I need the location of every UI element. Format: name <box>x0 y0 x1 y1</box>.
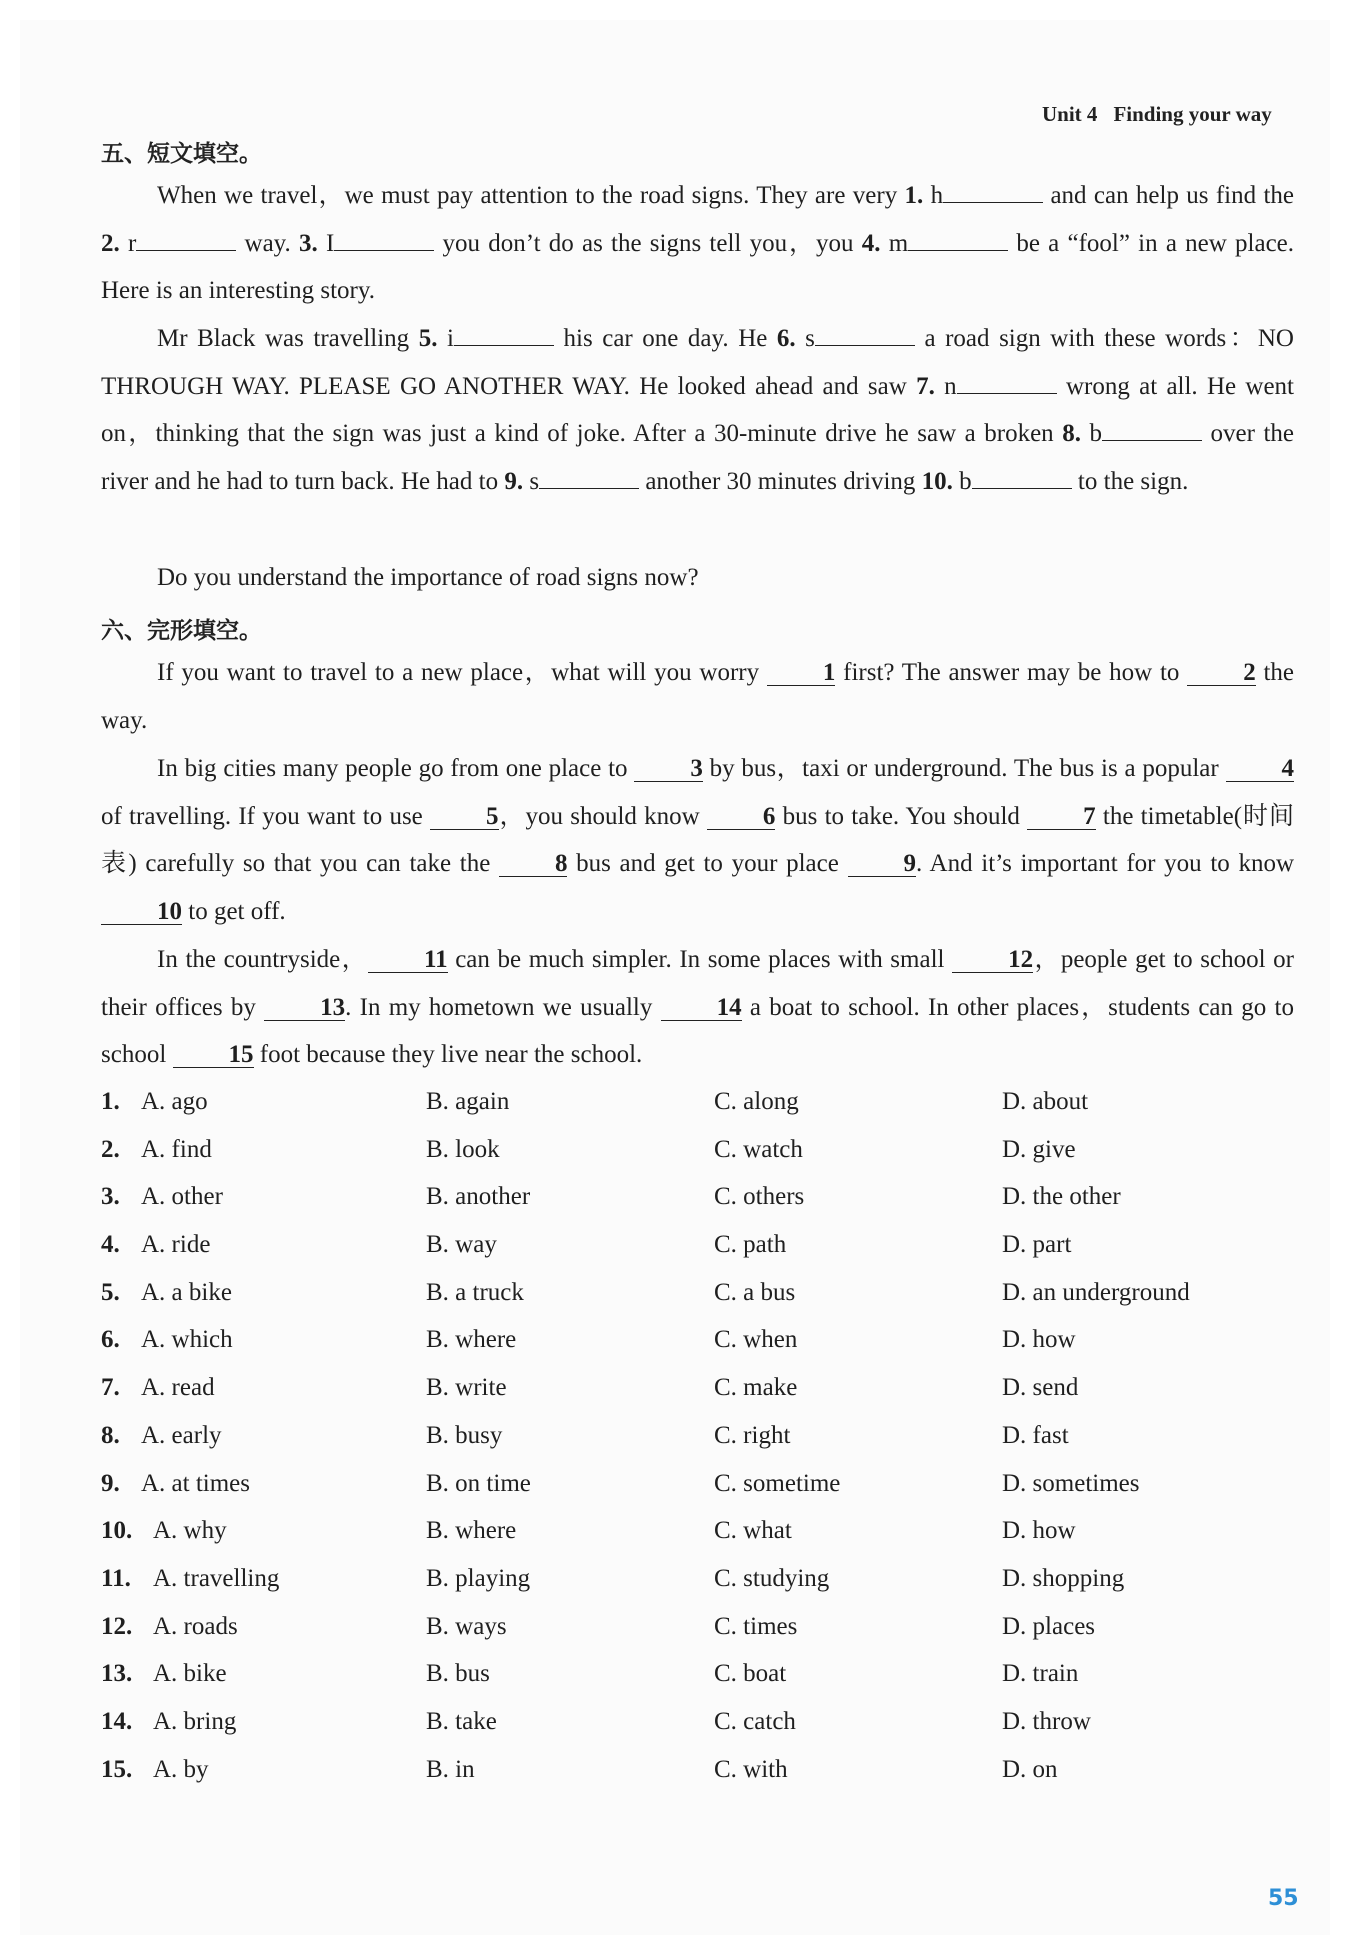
numbered-blank[interactable]: 6 <box>707 805 776 830</box>
option-c[interactable]: C. sometime <box>714 1469 841 1497</box>
option-a[interactable]: A. a bike <box>141 1278 232 1306</box>
numbered-blank[interactable]: 15 <box>173 1043 254 1068</box>
option-row: 7. A. read B. write C. make D. send <box>101 1374 1079 1402</box>
running-header <box>1042 102 1272 127</box>
option-b[interactable]: B. playing <box>426 1564 531 1592</box>
option-a[interactable]: A. early <box>141 1421 222 1449</box>
option-c[interactable]: C. make <box>714 1374 798 1402</box>
option-d[interactable]: D. an underground <box>1002 1278 1190 1306</box>
answer-blank[interactable] <box>454 323 554 346</box>
option-b[interactable]: B. way <box>426 1231 497 1259</box>
option-a[interactable]: A. roads <box>153 1612 238 1640</box>
numbered-blank[interactable]: 8 <box>499 852 568 877</box>
option-b[interactable]: B. on time <box>426 1469 531 1497</box>
section6-paragraph-2: In big cities many people go from one place to 3 by bus，taxi or underground. The bus is a popular 4 of travelling. If you want to use 5，you should know 6 bus to take. You should 7 the timetable(时间表) carefully so that you can take the 8 bus and get to your place 9. And it’s important for you to know 10 to get off. <box>101 755 1294 926</box>
answer-blank[interactable] <box>136 228 236 251</box>
option-b[interactable]: B. bus <box>426 1660 490 1688</box>
numbered-blank[interactable]: 5 <box>430 805 499 830</box>
option-d[interactable]: D. about <box>1002 1088 1089 1115</box>
option-a[interactable]: A. which <box>141 1326 233 1354</box>
option-c[interactable]: C. watch <box>714 1135 803 1163</box>
option-row: 1. A. ago B. again C. along D. about <box>101 1088 1089 1115</box>
option-d[interactable]: D. on <box>1002 1755 1058 1783</box>
option-c[interactable]: C. a bus <box>714 1278 796 1306</box>
option-row: 3. A. other B. another C. others D. the other <box>101 1183 1121 1211</box>
option-a[interactable]: A. why <box>153 1517 227 1545</box>
option-row: 8. A. early B. busy C. right D. fast <box>101 1421 1069 1449</box>
answer-blank[interactable] <box>908 228 1008 251</box>
section5-title: 五、短文填空。 <box>101 141 262 167</box>
option-d[interactable]: D. shopping <box>1002 1564 1125 1592</box>
option-a[interactable]: A. bring <box>153 1707 237 1735</box>
numbered-blank[interactable]: 9 <box>848 852 917 877</box>
option-row: 12. A. roads B. ways C. times D. places <box>101 1612 1096 1640</box>
answer-blank[interactable] <box>1102 418 1202 441</box>
option-d[interactable]: D. part <box>1002 1231 1072 1259</box>
option-b[interactable]: B. where <box>426 1517 517 1545</box>
option-b[interactable]: B. another <box>426 1183 531 1211</box>
option-c[interactable]: C. times <box>714 1612 798 1640</box>
option-c[interactable]: C. when <box>714 1326 798 1354</box>
option-d[interactable]: D. send <box>1002 1374 1079 1402</box>
option-c[interactable]: C. studying <box>714 1564 830 1592</box>
section6-title: 六、完形填空。 <box>101 618 262 644</box>
option-a[interactable]: A. ago <box>141 1088 208 1115</box>
numbered-blank[interactable]: 13 <box>264 996 345 1021</box>
option-b[interactable]: B. take <box>426 1707 497 1735</box>
option-row: 14. A. bring B. take C. catch D. throw <box>101 1707 1091 1735</box>
option-a[interactable]: A. bike <box>153 1660 227 1688</box>
header-title: Finding your way <box>1113 102 1272 126</box>
option-a[interactable]: A. travelling <box>153 1564 280 1592</box>
option-d[interactable]: D. train <box>1002 1660 1079 1688</box>
option-row: 4. A. ride B. way C. path D. part <box>101 1231 1072 1259</box>
option-c[interactable]: C. right <box>714 1421 791 1449</box>
option-d[interactable]: D. give <box>1002 1135 1076 1163</box>
option-c[interactable]: C. path <box>714 1231 787 1259</box>
option-c[interactable]: C. catch <box>714 1707 796 1735</box>
option-b[interactable]: B. again <box>426 1088 510 1115</box>
option-b[interactable]: B. look <box>426 1135 500 1163</box>
option-c[interactable]: C. what <box>714 1517 792 1545</box>
numbered-blank[interactable]: 3 <box>634 757 703 782</box>
option-c[interactable]: C. others <box>714 1183 805 1211</box>
numbered-blank[interactable]: 2 <box>1187 661 1256 686</box>
section6-paragraph-3: In the countryside， 11 can be much simpler. In some places with small 12，people get to school or their offices by 13. In my hometown we usually 14 a boat to school. In other places，students can go to school 15 foot because they live near the school. <box>101 946 1294 1069</box>
option-row: 11. A. travelling B. playing C. studying D. shopping <box>101 1564 1125 1592</box>
numbered-blank[interactable]: 14 <box>661 996 742 1021</box>
option-c[interactable]: C. with <box>714 1755 788 1783</box>
option-b[interactable]: B. busy <box>426 1421 503 1449</box>
option-a[interactable]: A. read <box>141 1374 215 1402</box>
numbered-blank[interactable]: 10 <box>101 900 182 925</box>
answer-blank[interactable] <box>972 466 1072 489</box>
option-row: 6. A. which B. where C. when D. how <box>101 1326 1076 1354</box>
option-b[interactable]: B. write <box>426 1374 507 1402</box>
option-d[interactable]: D. how <box>1002 1517 1076 1545</box>
answer-blank[interactable] <box>815 323 915 346</box>
options-list <box>101 1082 1301 1797</box>
numbered-blank[interactable]: 11 <box>368 948 448 973</box>
option-row: 10. A. why B. where C. what D. how <box>101 1517 1076 1545</box>
option-a[interactable]: A. find <box>141 1135 212 1163</box>
option-d[interactable]: D. the other <box>1002 1183 1121 1211</box>
option-a[interactable]: A. other <box>141 1183 223 1211</box>
option-c[interactable]: C. along <box>714 1088 799 1115</box>
numbered-blank[interactable]: 4 <box>1226 757 1295 782</box>
section5-paragraph-1: When we travel，we must pay attention to the road signs. They are very 1. h and can help us find the 2. r way. 3. I you don’t do as the signs tell you，you 4. m be a “fool” in a new place. Here is an interesting story. <box>101 182 1295 305</box>
option-c[interactable]: C. boat <box>714 1660 787 1688</box>
page-number: 55 <box>1268 1886 1299 1911</box>
numbered-blank[interactable]: 12 <box>952 948 1033 973</box>
option-d[interactable]: D. places <box>1002 1612 1096 1640</box>
option-b[interactable]: B. a truck <box>426 1278 524 1306</box>
option-a[interactable]: A. by <box>153 1755 209 1783</box>
option-row: 2. A. find B. look C. watch D. give <box>101 1135 1076 1163</box>
header-unit: Unit 4 <box>1042 102 1098 126</box>
option-a[interactable]: A. at times <box>141 1469 251 1497</box>
option-d[interactable]: D. throw <box>1002 1707 1091 1735</box>
option-row: 5. A. a bike B. a truck C. a bus D. an underground <box>101 1278 1190 1306</box>
option-row: 15. A. by B. in C. with D. on <box>101 1755 1058 1783</box>
answer-blank[interactable] <box>334 228 434 251</box>
option-b[interactable]: B. ways <box>426 1612 507 1640</box>
answer-blank[interactable] <box>943 180 1043 203</box>
option-row: 13. A. bike B. bus C. boat D. train <box>101 1660 1079 1688</box>
option-b[interactable]: B. in <box>426 1755 475 1783</box>
answer-blank[interactable] <box>957 371 1057 394</box>
section5-paragraph-2: Mr Black was travelling 5. i his car one day. He 6. s a road sign with these words：NO THROUGH WAY. PLEASE GO ANOTHER WAY. He looked ahead and saw 7. n wrong at all. He went on，thinking that the sign was just a kind of joke. After a 30-minute drive he saw a broken 8. b over the river and he had to turn back. He had to 9. s another 30 minutes driving 10. b to the sign. <box>101 325 1295 496</box>
option-row: 9. A. at times B. on time C. sometime D. sometimes <box>101 1469 1140 1497</box>
option-a[interactable]: A. ride <box>141 1231 211 1259</box>
section5-paragraph-3: Do you understand the importance of road signs now? <box>157 564 699 591</box>
answer-blank[interactable] <box>539 466 639 489</box>
option-d[interactable]: D. how <box>1002 1326 1076 1354</box>
option-d[interactable]: D. fast <box>1002 1421 1069 1449</box>
numbered-blank[interactable]: 1 <box>767 661 836 686</box>
section6-paragraph-1: If you want to travel to a new place，what will you worry 1 first? The answer may be how to 2 the way. <box>101 659 1294 734</box>
option-d[interactable]: D. sometimes <box>1002 1469 1140 1497</box>
numbered-blank[interactable]: 7 <box>1027 805 1096 830</box>
option-b[interactable]: B. where <box>426 1326 517 1354</box>
